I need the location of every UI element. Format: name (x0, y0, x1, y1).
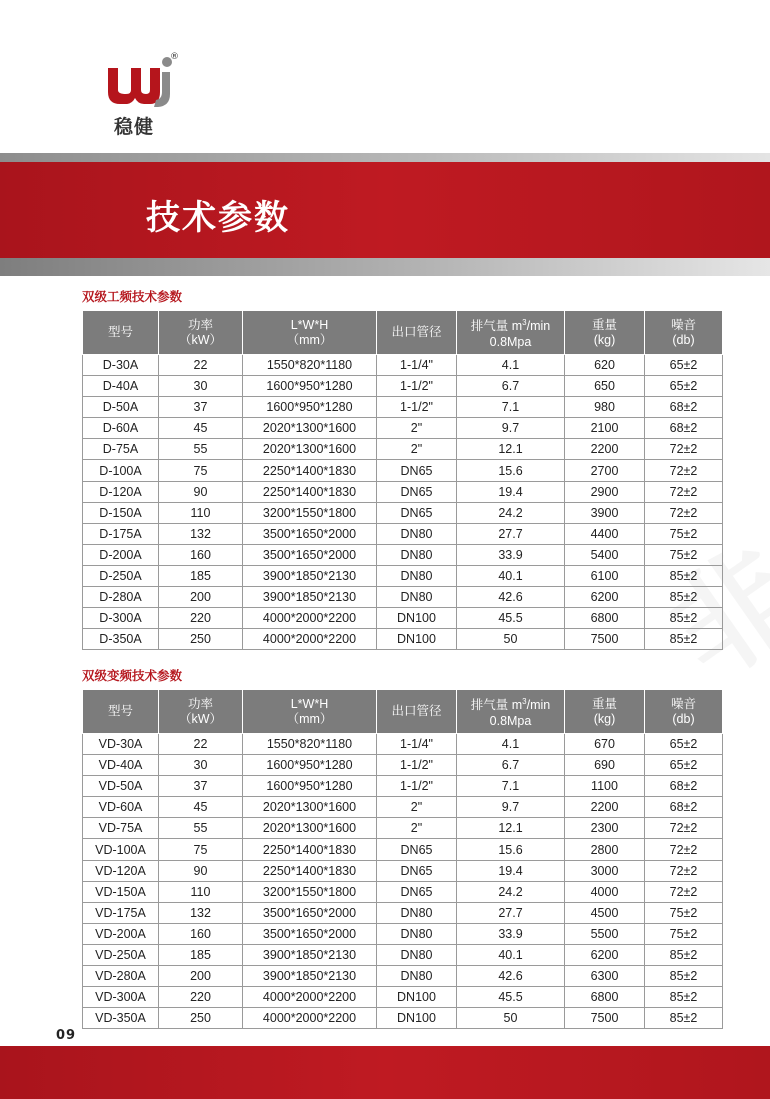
table-cell: DN65 (377, 502, 457, 523)
table-cell: 3500*1650*2000 (243, 923, 377, 944)
header-stripe-bottom (0, 258, 770, 276)
table-cell: 9.7 (457, 797, 565, 818)
table-row (83, 523, 723, 544)
table-row (83, 397, 723, 418)
table-cell: VD-300A (83, 987, 159, 1008)
table-cell: 1600*950*1280 (243, 376, 377, 397)
table-cell: 15.6 (457, 839, 565, 860)
table-cell: 5400 (565, 544, 645, 565)
table-cell: 15.6 (457, 460, 565, 481)
table-cell: 65±2 (645, 755, 723, 776)
col-power: 功率 （kW） (159, 311, 243, 355)
table-cell: 690 (565, 755, 645, 776)
table-cell: 72±2 (645, 460, 723, 481)
table-cell: 3900*1850*2130 (243, 966, 377, 987)
table-cell: DN65 (377, 460, 457, 481)
table-row (83, 418, 723, 439)
page-title: 技术参数 (146, 198, 290, 238)
table-cell: 1550*820*1180 (243, 734, 377, 755)
table-row (83, 544, 723, 565)
table-cell: 24.2 (457, 502, 565, 523)
table-cell: 12.1 (457, 439, 565, 460)
col-dimensions: L*W*H （mm） (243, 690, 377, 734)
table-cell: 3500*1650*2000 (243, 523, 377, 544)
table-cell: D-100A (83, 460, 159, 481)
table-cell: 85±2 (645, 1008, 723, 1029)
table-row (83, 987, 723, 1008)
table-cell: 3200*1550*1800 (243, 881, 377, 902)
table-cell: 4.1 (457, 355, 565, 376)
table-cell: DN80 (377, 565, 457, 586)
table-cell: DN65 (377, 481, 457, 502)
table-cell: 85±2 (645, 565, 723, 586)
table-cell: 4.1 (457, 734, 565, 755)
table-cell: 110 (159, 881, 243, 902)
table-cell: 2800 (565, 839, 645, 860)
table-cell: 3900*1850*2130 (243, 944, 377, 965)
table-cell: DN80 (377, 944, 457, 965)
table-cell: 3200*1550*1800 (243, 502, 377, 523)
table-cell: 2900 (565, 481, 645, 502)
table-header-row (83, 690, 723, 734)
table-row (83, 860, 723, 881)
table-row (83, 481, 723, 502)
table-cell: DN100 (377, 1008, 457, 1029)
table-cell: 75 (159, 460, 243, 481)
table-cell: VD-60A (83, 797, 159, 818)
table-cell: 3500*1650*2000 (243, 544, 377, 565)
table-cell: 1-1/2" (377, 397, 457, 418)
table-cell: VD-40A (83, 755, 159, 776)
table-cell: 68±2 (645, 797, 723, 818)
table-cell: 72±2 (645, 502, 723, 523)
table-cell: DN100 (377, 629, 457, 650)
table-cell: 5500 (565, 923, 645, 944)
page-number: 09 (56, 1028, 77, 1043)
table-cell: 85±2 (645, 944, 723, 965)
table-cell: 2" (377, 797, 457, 818)
table-cell: DN80 (377, 923, 457, 944)
variable-speed-spec-table (82, 689, 723, 1029)
table-cell: 1550*820*1180 (243, 355, 377, 376)
registered-mark: ® (170, 52, 179, 62)
table-cell: 75±2 (645, 902, 723, 923)
table-cell: 4400 (565, 523, 645, 544)
table-cell: 72±2 (645, 881, 723, 902)
table-row (83, 439, 723, 460)
table-cell: 68±2 (645, 776, 723, 797)
table-cell: 3000 (565, 860, 645, 881)
table-cell: D-30A (83, 355, 159, 376)
table-cell: D-200A (83, 544, 159, 565)
table-cell: 22 (159, 355, 243, 376)
table-cell: D-50A (83, 397, 159, 418)
table-cell: D-75A (83, 439, 159, 460)
table-cell: DN80 (377, 523, 457, 544)
col-noise: 噪音 (db) (645, 311, 723, 355)
table-cell: 4000*2000*2200 (243, 629, 377, 650)
table-cell: VD-150A (83, 881, 159, 902)
table-cell: 2" (377, 418, 457, 439)
table-cell: 30 (159, 755, 243, 776)
col-outlet: 出口管径 (377, 311, 457, 355)
table-cell: 185 (159, 944, 243, 965)
table-header-row (83, 311, 723, 355)
table-cell: 72±2 (645, 439, 723, 460)
table-cell: 4000*2000*2200 (243, 1008, 377, 1029)
table-cell: 2250*1400*1830 (243, 460, 377, 481)
table-cell: D-350A (83, 629, 159, 650)
table-cell: 6100 (565, 565, 645, 586)
table-cell: 4000*2000*2200 (243, 987, 377, 1008)
table-cell: 2250*1400*1830 (243, 481, 377, 502)
table-cell: 40.1 (457, 565, 565, 586)
footer-band (0, 1046, 770, 1099)
table-cell: 37 (159, 776, 243, 797)
table-cell: 2" (377, 818, 457, 839)
table-cell: 40.1 (457, 944, 565, 965)
table-cell: 72±2 (645, 860, 723, 881)
table-cell: 4500 (565, 902, 645, 923)
table-cell: 3900 (565, 502, 645, 523)
table-cell: 90 (159, 481, 243, 502)
table-cell: 132 (159, 523, 243, 544)
brand-logo (104, 54, 184, 138)
table-cell: 2250*1400*1830 (243, 860, 377, 881)
table-cell: VD-200A (83, 923, 159, 944)
table-cell: 1-1/2" (377, 755, 457, 776)
table-cell: 85±2 (645, 587, 723, 608)
table-cell: D-300A (83, 608, 159, 629)
table-cell: 2020*1300*1600 (243, 418, 377, 439)
table-cell: 19.4 (457, 481, 565, 502)
table-cell: 3900*1850*2130 (243, 565, 377, 586)
table-row (83, 734, 723, 755)
table-cell: 185 (159, 565, 243, 586)
logo-text: 稳健 (114, 116, 155, 138)
table-row (83, 460, 723, 481)
table-cell: 160 (159, 923, 243, 944)
table-cell: D-120A (83, 481, 159, 502)
table-cell: 27.7 (457, 523, 565, 544)
col-model: 型号 (83, 690, 159, 734)
fixed-speed-table-body (83, 355, 723, 650)
table-row (83, 797, 723, 818)
table-cell: 27.7 (457, 902, 565, 923)
table-cell: VD-250A (83, 944, 159, 965)
table-cell: 30 (159, 376, 243, 397)
table-cell: 9.7 (457, 418, 565, 439)
table-cell: DN65 (377, 839, 457, 860)
table-cell: DN100 (377, 608, 457, 629)
table-cell: 42.6 (457, 966, 565, 987)
col-weight: 重量 (kg) (565, 311, 645, 355)
table-cell: 45.5 (457, 987, 565, 1008)
table-cell: DN100 (377, 987, 457, 1008)
table-cell: D-280A (83, 587, 159, 608)
table-row (83, 565, 723, 586)
table-cell: 980 (565, 397, 645, 418)
table-cell: VD-175A (83, 902, 159, 923)
table-cell: 68±2 (645, 418, 723, 439)
table-cell: 200 (159, 966, 243, 987)
table-cell: 65±2 (645, 734, 723, 755)
table-cell: 2250*1400*1830 (243, 839, 377, 860)
table-cell: 250 (159, 1008, 243, 1029)
table-cell: 33.9 (457, 923, 565, 944)
table-cell: 6300 (565, 966, 645, 987)
table-cell: 1600*950*1280 (243, 755, 377, 776)
table-cell: 4000 (565, 881, 645, 902)
table-cell: VD-50A (83, 776, 159, 797)
variable-speed-table-body (83, 734, 723, 1029)
table-cell: 2" (377, 439, 457, 460)
table-cell: 33.9 (457, 544, 565, 565)
table-cell: 50 (457, 1008, 565, 1029)
table-cell: 250 (159, 629, 243, 650)
table-row (83, 776, 723, 797)
table-cell: 2200 (565, 439, 645, 460)
table-row (83, 902, 723, 923)
col-outlet: 出口管径 (377, 690, 457, 734)
table-cell: 7.1 (457, 776, 565, 797)
table-cell: 45 (159, 418, 243, 439)
col-noise: 噪音 (db) (645, 690, 723, 734)
table-cell: DN65 (377, 860, 457, 881)
table-row (83, 818, 723, 839)
table-row (83, 1008, 723, 1029)
col-model: 型号 (83, 311, 159, 355)
table-cell: 42.6 (457, 587, 565, 608)
table-cell: 1-1/4" (377, 355, 457, 376)
table-cell: 45.5 (457, 608, 565, 629)
table-cell: 22 (159, 734, 243, 755)
table-cell: DN65 (377, 881, 457, 902)
table-cell: 37 (159, 397, 243, 418)
table-cell: 72±2 (645, 481, 723, 502)
table-row (83, 355, 723, 376)
table-cell: 1-1/4" (377, 734, 457, 755)
table-row (83, 376, 723, 397)
table-cell: VD-350A (83, 1008, 159, 1029)
table-row (83, 587, 723, 608)
table-cell: 72±2 (645, 818, 723, 839)
table-cell: VD-30A (83, 734, 159, 755)
table-cell: 160 (159, 544, 243, 565)
table-cell: D-175A (83, 523, 159, 544)
col-air-flow: 排气量 $m^3/\min$ 0.8Mpa (457, 311, 565, 355)
logo-mark-icon (104, 54, 184, 110)
table-cell: 1-1/2" (377, 776, 457, 797)
table-cell: 7500 (565, 1008, 645, 1029)
table-cell: 50 (457, 629, 565, 650)
table-cell: VD-280A (83, 966, 159, 987)
table-cell: 220 (159, 608, 243, 629)
col-weight: 重量 (kg) (565, 690, 645, 734)
table-cell: 620 (565, 355, 645, 376)
table-cell: VD-75A (83, 818, 159, 839)
table-cell: 6800 (565, 987, 645, 1008)
table-cell: 65±2 (645, 376, 723, 397)
header-band (0, 162, 770, 258)
table-cell: 200 (159, 587, 243, 608)
table-cell: 2300 (565, 818, 645, 839)
table-cell: 75±2 (645, 923, 723, 944)
table-row (83, 502, 723, 523)
variable-speed-section-title: 双级变频技术参数 (82, 668, 183, 683)
table-row (83, 755, 723, 776)
table-cell: 650 (565, 376, 645, 397)
fixed-speed-section-title: 双级工频技术参数 (82, 289, 183, 304)
table-cell: 2020*1300*1600 (243, 797, 377, 818)
table-row (83, 923, 723, 944)
table-row (83, 629, 723, 650)
table-cell: 55 (159, 439, 243, 460)
table-cell: 2700 (565, 460, 645, 481)
col-dimensions: L*W*H （mm） (243, 311, 377, 355)
table-cell: 19.4 (457, 860, 565, 881)
table-cell: 1-1/2" (377, 376, 457, 397)
table-cell: D-250A (83, 565, 159, 586)
table-cell: 6200 (565, 587, 645, 608)
table-row (83, 966, 723, 987)
table-cell: DN80 (377, 544, 457, 565)
table-cell: 75±2 (645, 523, 723, 544)
table-cell: DN80 (377, 902, 457, 923)
table-cell: 75 (159, 839, 243, 860)
table-cell: 1600*950*1280 (243, 776, 377, 797)
table-cell: 55 (159, 818, 243, 839)
table-cell: 3900*1850*2130 (243, 587, 377, 608)
table-cell: 2200 (565, 797, 645, 818)
table-cell: VD-120A (83, 860, 159, 881)
table-row (83, 881, 723, 902)
table-row (83, 839, 723, 860)
table-cell: 75±2 (645, 544, 723, 565)
table-cell: D-150A (83, 502, 159, 523)
table-cell: 85±2 (645, 629, 723, 650)
table-cell: VD-100A (83, 839, 159, 860)
col-power: 功率 （kW） (159, 690, 243, 734)
table-cell: 6.7 (457, 376, 565, 397)
table-cell: 2020*1300*1600 (243, 439, 377, 460)
table-cell: D-60A (83, 418, 159, 439)
table-cell: 7.1 (457, 397, 565, 418)
table-cell: 3500*1650*2000 (243, 902, 377, 923)
table-cell: 85±2 (645, 608, 723, 629)
table-cell: DN80 (377, 587, 457, 608)
table-cell: 4000*2000*2200 (243, 608, 377, 629)
table-cell: 45 (159, 797, 243, 818)
table-cell: 72±2 (645, 839, 723, 860)
table-cell: 670 (565, 734, 645, 755)
table-cell: 12.1 (457, 818, 565, 839)
table-cell: DN80 (377, 966, 457, 987)
table-row (83, 944, 723, 965)
table-cell: 24.2 (457, 881, 565, 902)
table-cell: 6.7 (457, 755, 565, 776)
table-cell: 220 (159, 987, 243, 1008)
table-cell: 2020*1300*1600 (243, 818, 377, 839)
table-cell: 85±2 (645, 987, 723, 1008)
table-cell: 7500 (565, 629, 645, 650)
fixed-speed-spec-table (82, 310, 723, 650)
table-cell: 65±2 (645, 355, 723, 376)
table-cell: D-40A (83, 376, 159, 397)
table-cell: 110 (159, 502, 243, 523)
col-air-flow: 排气量 $m^3/\min$ 0.8Mpa (457, 690, 565, 734)
table-cell: 85±2 (645, 966, 723, 987)
table-cell: 90 (159, 860, 243, 881)
table-cell: 1600*950*1280 (243, 397, 377, 418)
table-cell: 2100 (565, 418, 645, 439)
table-cell: 132 (159, 902, 243, 923)
table-row (83, 608, 723, 629)
table-cell: 6200 (565, 944, 645, 965)
table-cell: 6800 (565, 608, 645, 629)
table-cell: 1100 (565, 776, 645, 797)
table-cell: 68±2 (645, 397, 723, 418)
